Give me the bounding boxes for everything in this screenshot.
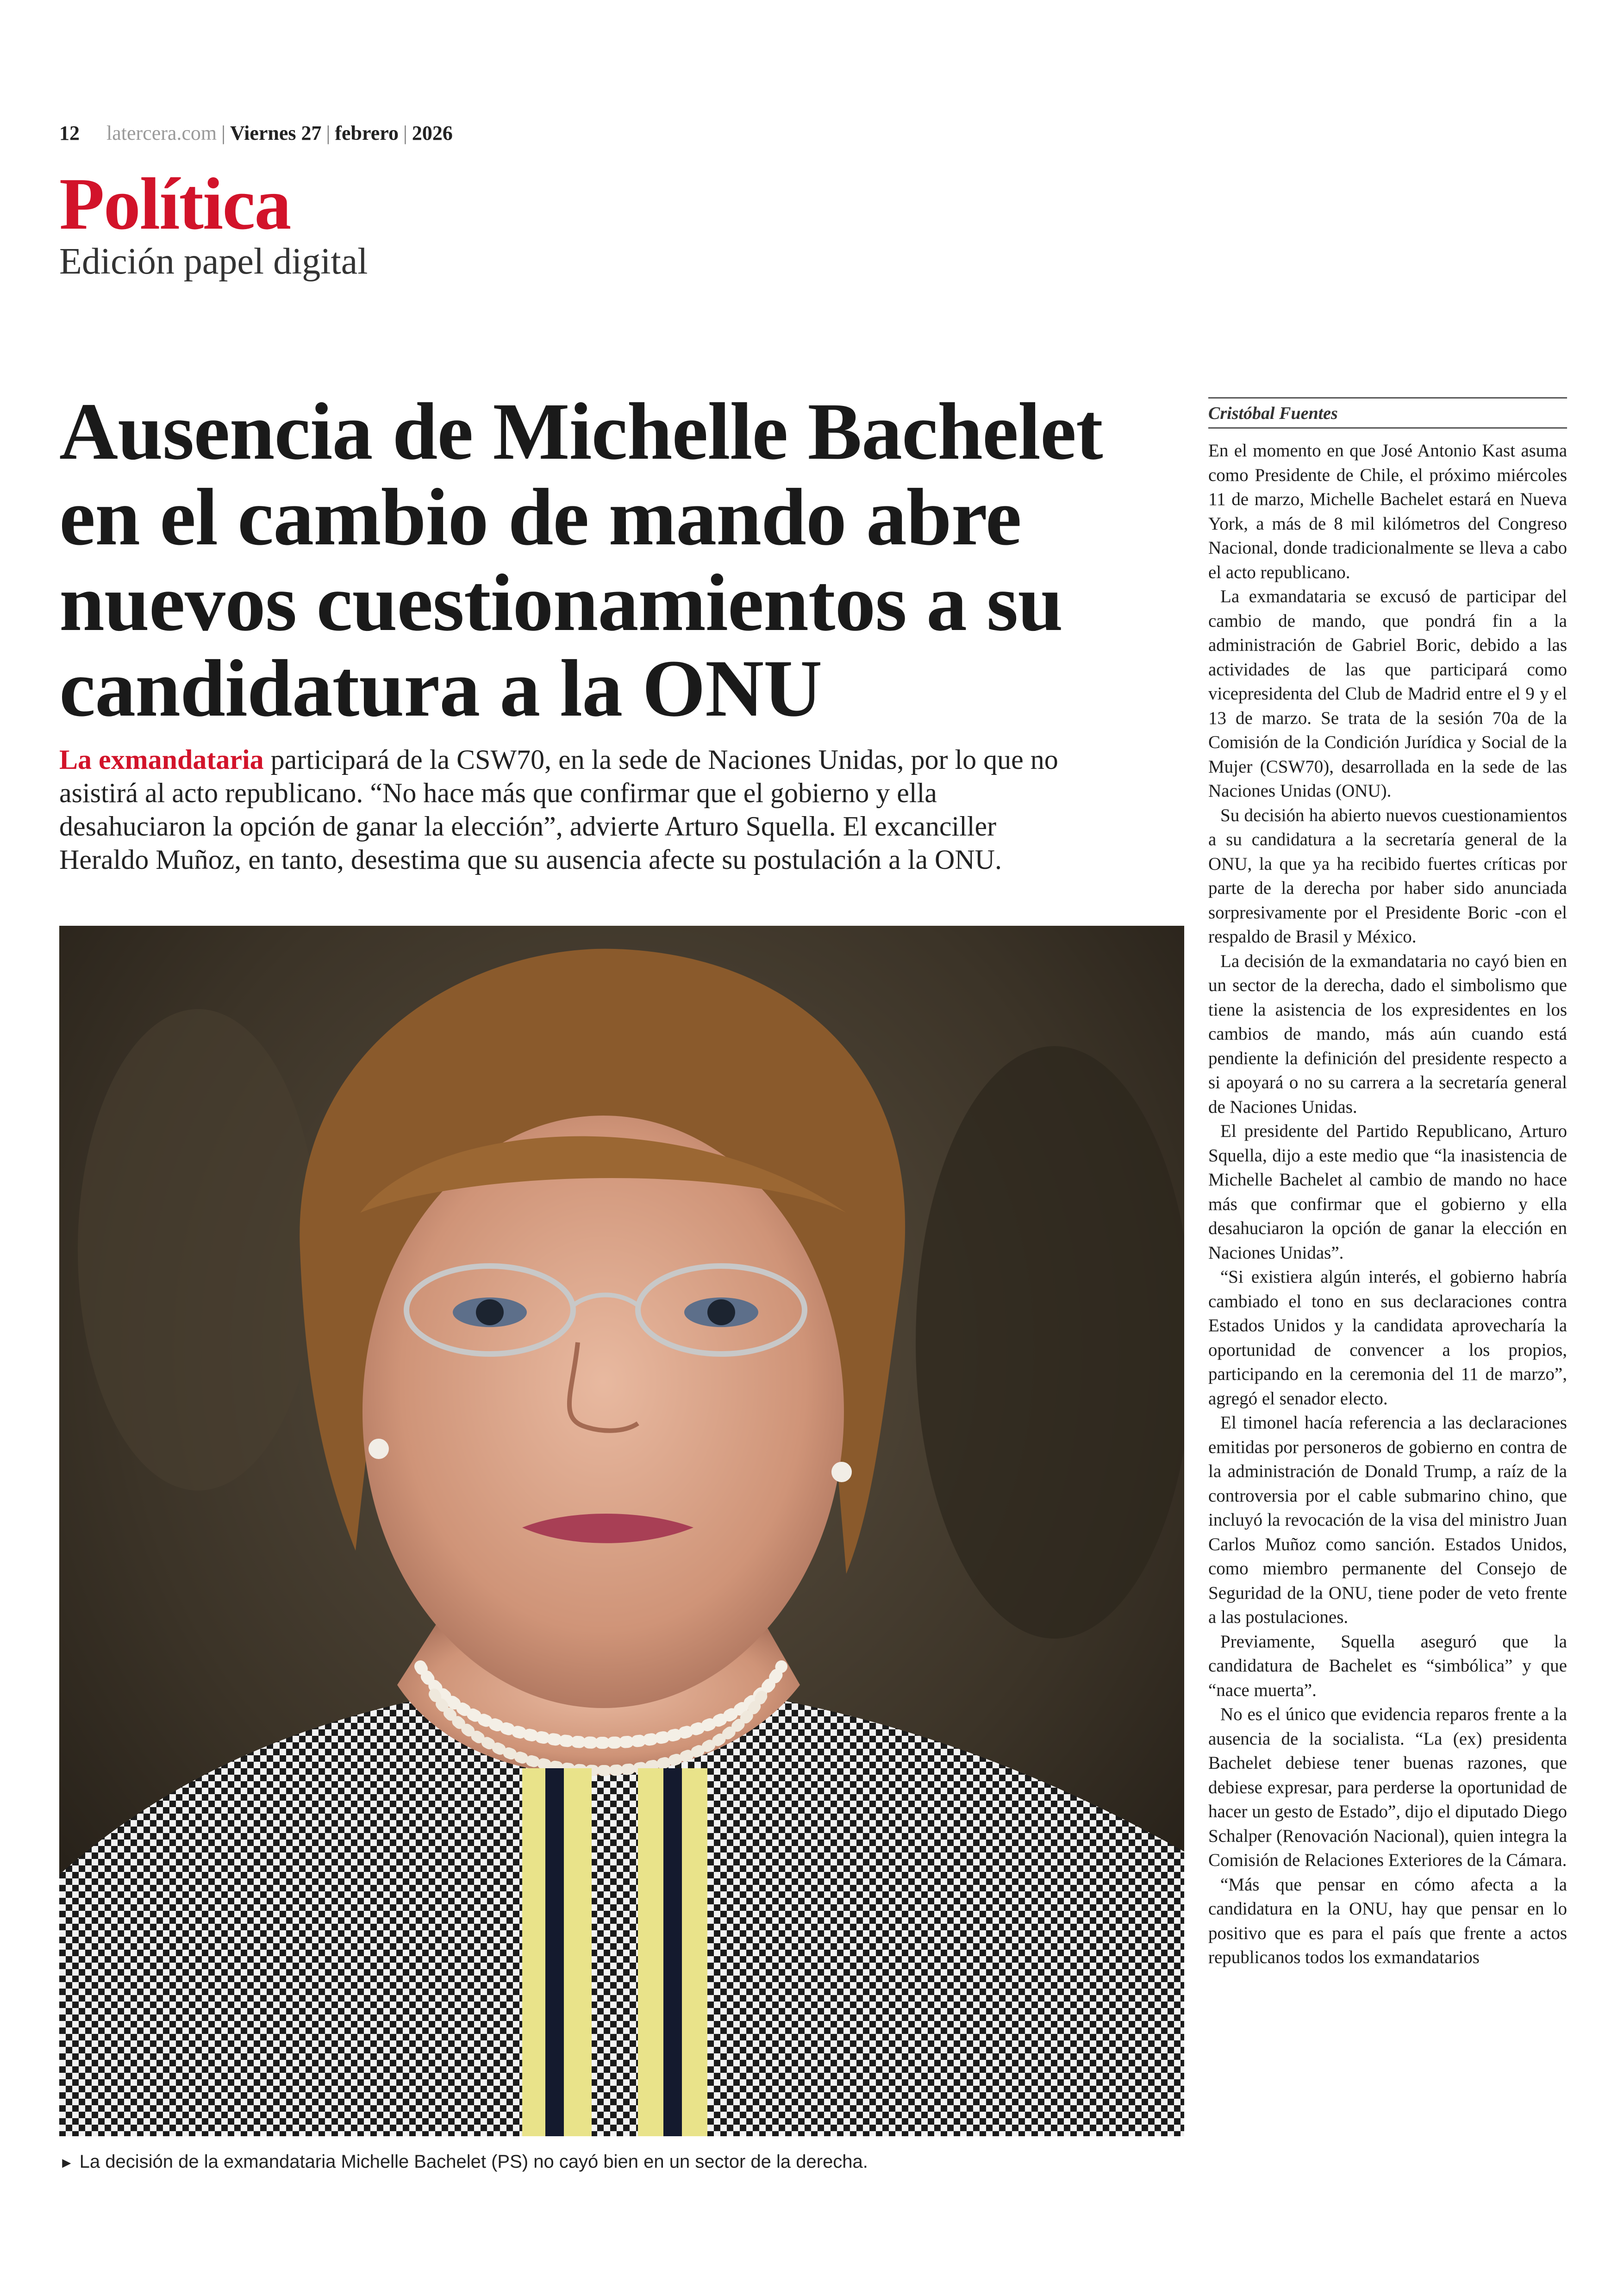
article-headline: Ausencia de Michelle Bachelet en el cambio de mando abre nuevos cuestionamientos a su candidatura a la ONU — [59, 387, 1103, 734]
body-paragraph: La exmandataria se excusó de participar del cambio de mando, que pondrá fin a la administración de Gabriel Boric, debido a las actividades de las que participará como vicepresidenta del Club de Madrid entre el 9 y el 13 de marzo. Se trata de la sesión 70a de la Comisión de la Condición Jurídica y Social de la Mujer (CSW70), desarrollada en la sede de las Naciones Unidas (ONU). — [1208, 586, 1567, 801]
body-paragraph: En el momento en que José Antonio Kast asuma como Presidente de Chile, el próximo miércoles 11 de marzo, Michelle Bachelet estará en Nueva York, a más de 8 mil kilómetros del Congreso Nacional, donde tradicionalmente se lleva a cabo el acto republicano. — [1208, 441, 1567, 582]
article-body — [1208, 439, 1567, 1970]
body-paragraph: La decisión de la exmandataria no cayó bien en un sector de la derecha, dado el simbolismo que tiene la asistencia de los expresidentes en los cambios de mando, más aún cuando está pendiente la definición del presidente respecto a si apoyará o no su carrera a la secretaría general de Naciones Unidas. — [1208, 951, 1567, 1117]
folio-separator: | — [326, 122, 331, 144]
body-paragraph: El presidente del Partido Republicano, Arturo Squella, dijo a este medio que “la inasistencia de Michelle Bachelet al cambio de mando no hace más que confirmar que el gobierno y ella desahuciaron la opción de ganar la elección en Naciones Unidas”. — [1208, 1121, 1567, 1263]
caption-triangle-icon: ► — [59, 2154, 74, 2171]
photo-caption — [59, 2152, 1184, 2172]
body-paragraph: Su decisión ha abierto nuevos cuestionamientos a su candidatura a la secretaría general de la ONU, la que ya ha recibido fuertes críticas por parte de la derecha por haber sido anunciada sorpresivamente por el Presidente Boric -con el respaldo de Brasil y México. — [1208, 805, 1567, 947]
page-folio — [59, 121, 453, 145]
article-column — [1208, 397, 1567, 1970]
caption-text: La decisión de la exmandataria Michelle Bachelet (PS) no cayó bien en un sector de la derecha. — [79, 2152, 868, 2172]
article-lead — [59, 743, 1078, 876]
article-photo — [59, 926, 1184, 2136]
body-paragraph: El timonel hacía referencia a las declaraciones emitidas por personeros de gobierno en contra de la administración de Donald Trump, a raíz de la controversia por el cable submarino chino, que incluyó la revocación de la visa del ministro Juan Carlos Muñoz como sanción. Estados Unidos, como miembro permanente del Consejo de Seguridad de la ONU, tiene poder de veto frente a las postulaciones. — [1208, 1413, 1567, 1627]
folio-month: febrero — [335, 122, 399, 144]
folio-year: 2026 — [412, 122, 453, 144]
page-number: 12 — [59, 122, 80, 144]
body-paragraph: “Si existiera algún interés, el gobierno habría cambiado el tono en sus declaraciones contra Estados Unidos y la candidata aprovecharía la oportunidad de convencer a los propios, participando en la ceremonia del 11 de marzo”, agregó el senador electo. — [1208, 1267, 1567, 1409]
section-title: Política — [59, 162, 291, 245]
site-name: latercera.com — [106, 122, 217, 144]
folio-day: Viernes 27 — [230, 122, 322, 144]
portrait-illustration — [59, 926, 1184, 2136]
folio-separator: | — [221, 122, 225, 144]
body-paragraph: Previamente, Squella aseguró que la candidatura de Bachelet es “simbólica” y que “nace muerta”. — [1208, 1631, 1567, 1700]
byline: Cristóbal Fuentes — [1208, 397, 1567, 429]
lead-text: participará de la CSW70, en la sede de Naciones Unidas, por lo que no asistirá al acto republicano. “No hace más que confirmar que el gobierno y ella desahuciaron la opción de ganar la elección”, advierte Arturo Squella. El excanciller Heraldo Muñoz, en tanto, desestima que su ausencia afecte su postulación a la ONU. — [59, 744, 1058, 875]
edition-label: Edición papel digital — [59, 241, 368, 282]
folio-separator: | — [403, 122, 407, 144]
lead-kicker: La exmandataria — [59, 744, 264, 775]
body-paragraph: No es el único que evidencia reparos frente a la ausencia de la socialista. “La (ex) presidenta Bachelet debiese tener buenas razones, que debiese expresar, para perderse la oportunidad de hacer un gesto de Estado”, dijo el diputado Diego Schalper (Renovación Nacional), quien integra la Comisión de Relaciones Exteriores de la Cámara. — [1208, 1704, 1567, 1870]
body-paragraph: “Más que pensar en cómo afecta a la candidatura en la ONU, hay que pensar en lo positivo que es para el país que frente a actos republicanos todos los exmandatarios — [1208, 1874, 1567, 1967]
